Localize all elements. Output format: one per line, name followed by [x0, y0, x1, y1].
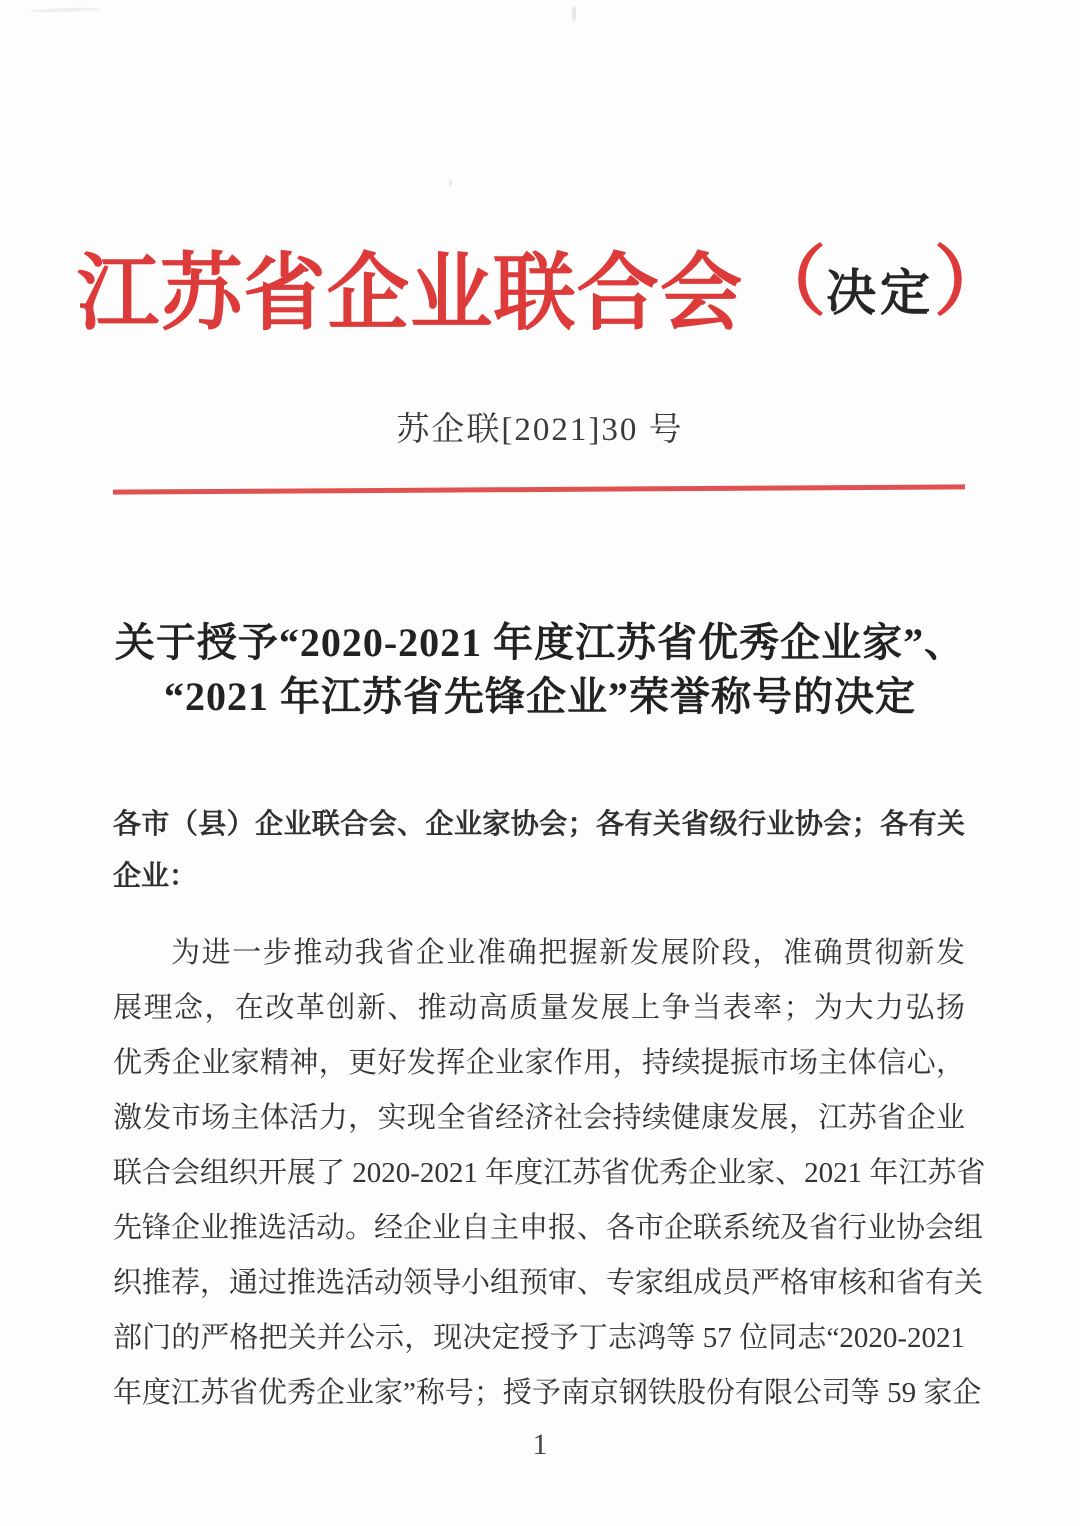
- paren-close: ）: [934, 240, 1010, 325]
- body-line: 展理念，在改革创新、推动高质量发展上争当表率；为大力弘扬: [113, 992, 965, 1024]
- scan-artifact: [572, 6, 576, 22]
- paren-open: （: [750, 240, 826, 325]
- letterhead: [0, 226, 1080, 347]
- body-line: 为进一步推动我省企业准确把握新发展阶段，准确贯彻新发: [171, 937, 965, 969]
- document-title: [0, 546, 1080, 724]
- scan-artifact: [449, 180, 452, 186]
- salutation-line-1: 各市（县）企业联合会、企业家协会；各有关省级行业协会；各有关: [113, 808, 965, 839]
- document-body: [113, 926, 986, 1421]
- org-name: 江苏省企业联合会: [76, 248, 744, 341]
- body-line: 优秀企业家精神，更好发挥企业家作用，持续提振市场主体信心，: [113, 1047, 965, 1079]
- body-line: 织推荐，通过推选活动领导小组预审、专家组成员严格审核和省有关: [113, 1267, 984, 1299]
- body-line: 部门的严格把关并公示，现决定授予丁志鸿等 57 位同志“2020-2021: [113, 1322, 965, 1354]
- body-line: 先锋企业推选活动。经企业自主申报、各市企联系统及省行业协会组: [113, 1212, 984, 1244]
- body-line: 激发市场主体活力，实现全省经济社会持续健康发展，江苏省企业: [113, 1102, 965, 1134]
- body-line: 联合会组织开展了 2020-2021 年度江苏省优秀企业家、2021 年江苏省: [113, 1157, 986, 1189]
- document-title-line-1: 关于授予“2020-2021 年度江苏省优秀企业家”、: [114, 620, 966, 665]
- salutation-line-2: 企业：: [113, 860, 198, 891]
- red-divider-line: [113, 484, 965, 494]
- doc-type-label: 决定: [826, 264, 934, 321]
- scan-artifact: [30, 7, 100, 13]
- page-number: 1: [532, 1428, 548, 1461]
- document-title-line-2: “2021 年江苏省先锋企业”荣誉称号的决定: [164, 674, 916, 719]
- salutation: [113, 798, 965, 902]
- body-line: 年度江苏省优秀企业家”称号；授予南京钢铁股份有限公司等 59 家企: [113, 1377, 982, 1409]
- document-number: 苏企联[2021]30 号: [396, 412, 684, 448]
